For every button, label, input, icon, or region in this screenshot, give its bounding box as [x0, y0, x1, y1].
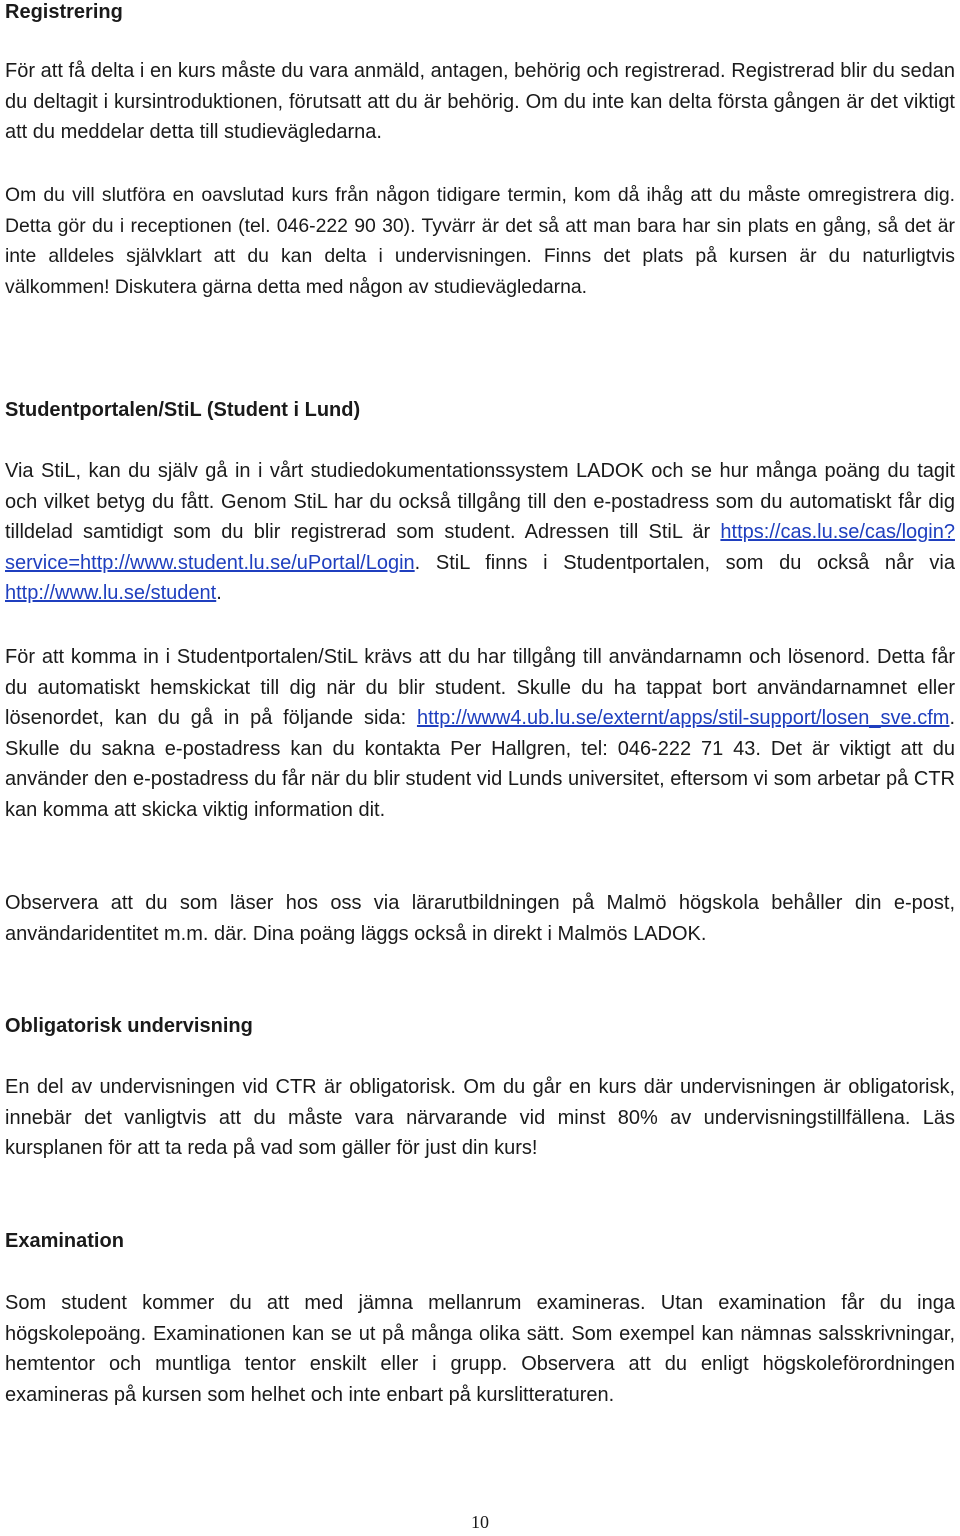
paragraph-stil-2-text-a: För att komma in i Studentportalen/StiL krävs att du har tillgång till användarnamn och lösenord. Detta får du automatiskt hemskickat till dig när du blir student. Skulle du ha tappat bort användarnamnet eller lösenordet, kan du gå in på följande sida:	[5, 646, 955, 730]
paragraph-stil-1-text-b: . StiL finns i Studentportalen, som du också når via	[414, 551, 955, 574]
heading-registrering: Registrering	[5, 1, 123, 23]
paragraph-stil-2-text-b: . Skulle du sakna e-postadress kan du kontakta Per Hallgren, tel: 046-222 71 43. Det är viktigt att du använder den e-postadress du får när du blir student vid Lunds universitet, eftersom vi som arbetar på CTR kan komma att skicka viktig information dit.	[5, 707, 955, 821]
paragraph-registrering-2: Om du vill slutföra en oavslutad kurs från någon tidigare termin, kom då ihåg att du måste omregistrera dig. Detta gör du i receptionen (tel. 046-222 90 30). Tyvärr är det så att man bara har sin plats en gång, så det är inte alldeles självklart att du kan delta i undervisningen. Finns det plats på kursen är du naturligtvis välkommen! Diskutera gärna detta med någon av studievägledarna.	[5, 184, 955, 298]
paragraph-obligatorisk: En del av undervisningen vid CTR är obligatorisk. Om du går en kurs där undervisningen är obligatorisk, innebär det vanligtvis att du måste vara närvarande vid minst 80% av undervisningstillfällena. Läs kursplanen för att ta reda på vad som gäller för just din kurs!	[5, 1076, 955, 1160]
paragraph-examination: Som student kommer du att med jämna mellanrum examineras. Utan examination får du inga högskolepoäng. Examinationen kan se ut på många olika sätt. Som exempel kan nämnas salsskrivningar, hemtentor och muntliga tentor enskilt eller i grupp. Observera att du enligt högskoleförordningen examineras på kursen som helhet och inte enbart på kurslitteraturen.	[5, 1292, 955, 1406]
password-support-link[interactable]: http://www4.ub.lu.se/externt/apps/stil-support/losen_sve.cfm	[416, 707, 950, 730]
paragraph-stil-2	[5, 642, 955, 826]
heading-studentportalen: Studentportalen/StiL (Student i Lund)	[5, 399, 361, 421]
stil-login-link[interactable]: https://cas.lu.se/cas/login?service=http://www.student.lu.se/uPortal/Login	[5, 521, 955, 574]
student-portal-link[interactable]: http://www.lu.se/student	[5, 582, 217, 605]
paragraph-stil-1-text-a: Via StiL, kan du själv gå in i vårt studiedokumentationssystem LADOK och se hur många poäng du tagit och vilket betyg du fått. Genom StiL har du också tillgång till den e-postadress som du automatiskt får dig tilldelad samtidigt som du blir registrerad som student. Adressen till StiL är	[5, 460, 955, 544]
heading-obligatorisk: Obligatorisk undervisning	[5, 1015, 253, 1037]
paragraph-registrering-1: För att få delta i en kurs måste du vara anmäld, antagen, behörig och registrerad. Registrerad blir du sedan du deltagit i kursintroduktionen, förutsatt att du är behörig. Om du inte kan delta första gången är det viktigt att du meddelar detta till studievägledarna.	[5, 60, 955, 144]
page-number: 10	[471, 1512, 489, 1532]
heading-examination: Examination	[5, 1230, 124, 1252]
paragraph-stil-1	[5, 456, 955, 609]
paragraph-stil-1-text-c: .	[216, 582, 222, 605]
paragraph-stil-3: Observera att du som läser hos oss via lärarutbildningen på Malmö högskola behåller din e-post, användaridentitet m.m. där. Dina poäng läggs också in direkt i Malmös LADOK.	[5, 892, 955, 945]
